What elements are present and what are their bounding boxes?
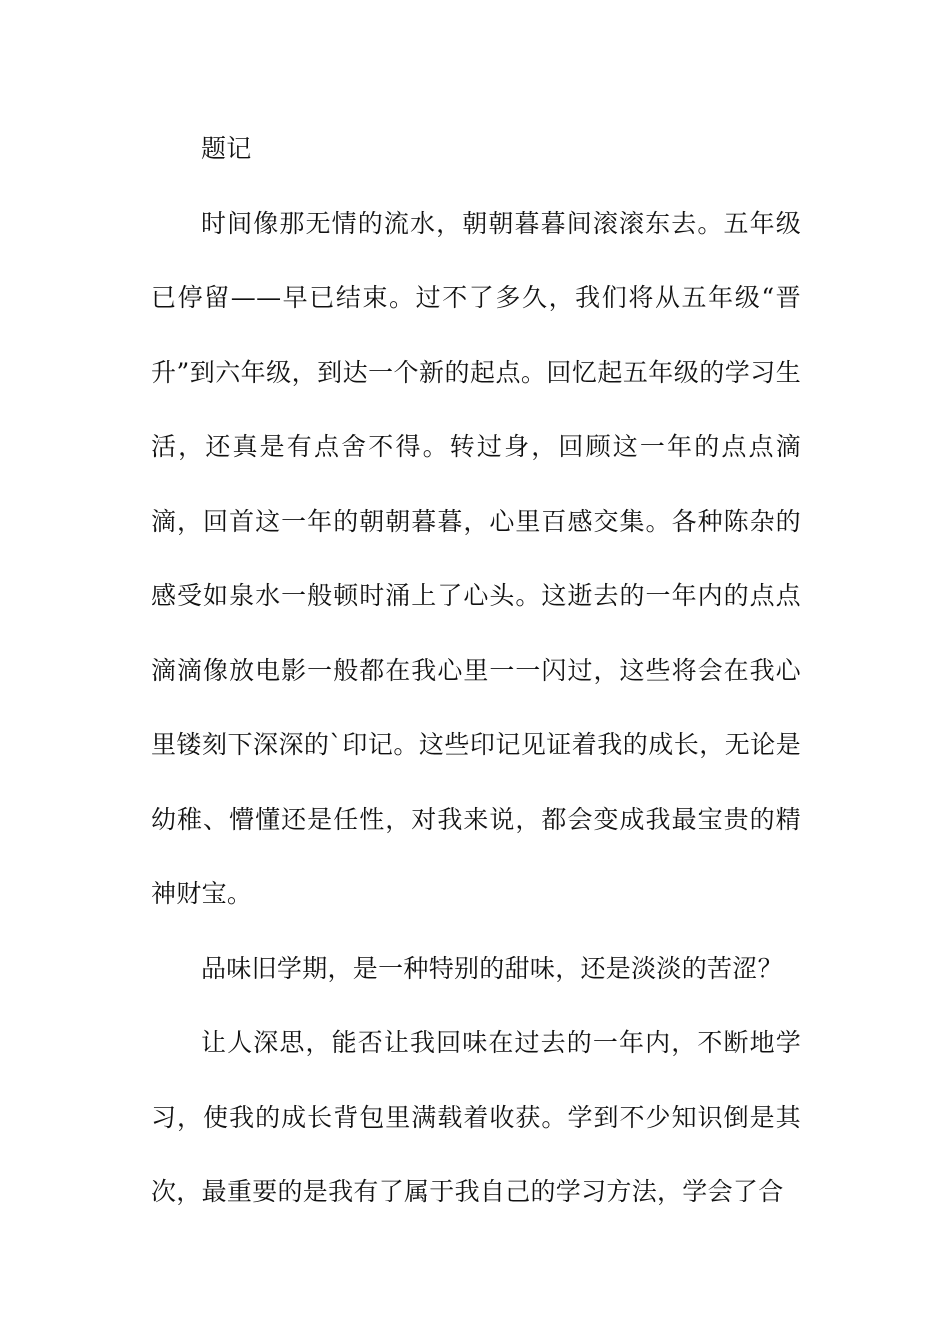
paragraph-2: 品味旧学期，是一种特别的甜味，还是淡淡的苦涩？ <box>201 953 783 983</box>
paragraph-1: 时间像那无情的流水，朝朝暮暮间滚滚东去。五年级已停留——早已结束。过不了多久，我们将从五年级“晋升”到六年级，到达一个新的起点。回忆起五年级的学习生活，还真是有点舍不得。转过身，回顾这一年的点点滴滴，回首这一年的朝朝暮暮，心里百感交集。各种陈杂的感受如泉水一般顿时涌上了心头。这逝去的一年内的点点滴滴像放电影一般都在我心里一一闪过，这些将会在我心里镂刻下深深的`印记。这些印记见证着我的成长，无论是幼稚、懵懂还是任性，对我来说，都会变成我最宝贵的精神财宝。 <box>151 208 801 908</box>
paragraph-3: 让人深思，能否让我回味在过去的一年内，不断地学习，使我的成长背包里满载着收获。学到不少知识倒是其次，最重要的是我有了属于我自己的学习方法，学会了合 <box>151 1028 801 1206</box>
document-body <box>151 112 801 1230</box>
document-heading: 题记 <box>201 134 252 163</box>
